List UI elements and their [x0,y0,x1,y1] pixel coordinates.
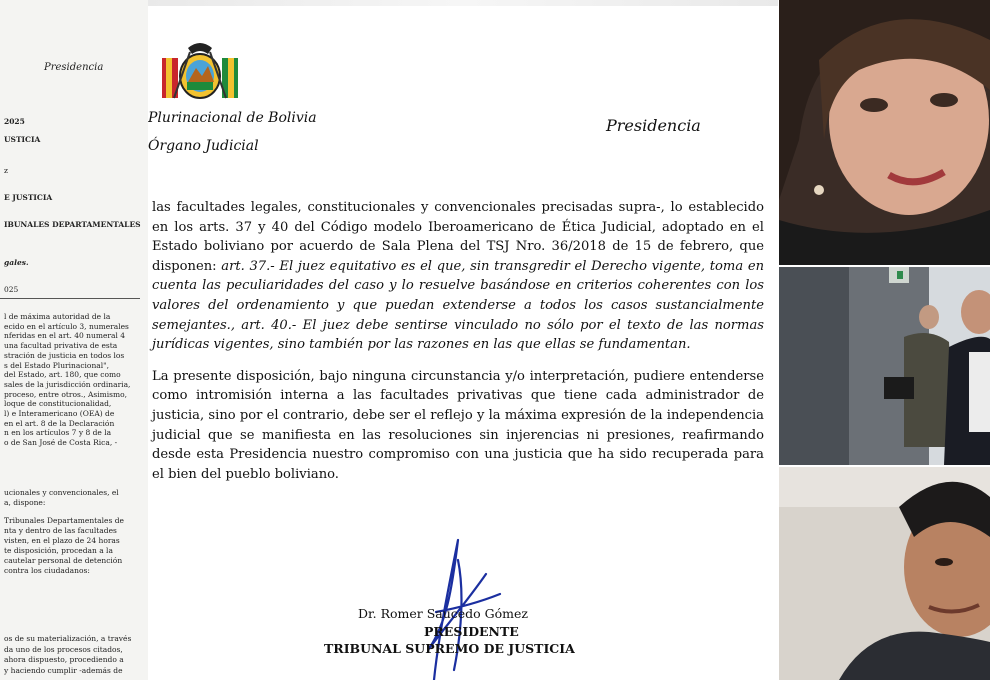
body-paragraph-1 [152,198,764,355]
letterhead-presidencia: Presidencia [606,116,701,135]
left-paragraph-line: una facultad privativa de esta [4,341,118,351]
bolivia-coat-of-arms-icon [160,38,240,104]
letterhead-state-name: Plurinacional de Bolivia [148,110,317,126]
paragraph-1-quote: art. 37.- El juez equitativo es el que, sin transgredir el Derecho vigente, toma en cuenta las peculiaridades del caso y lo resuelve basándose en criterios coherentes con los valores del ordenamiento y que puedan extenderse a todos los casos sustancialmente semejantes., art. 40.- El juez debe sentirse vinculado no sólo por el texto de las normas jurídicas vigentes, sino también por las razones en las que ellas se fundamentan. [152,258,764,353]
left-paragraph-line: s del Estado Plurinacional", [4,360,109,370]
left-paragraph-line: contra los ciudadanos: [4,566,90,575]
left-reference-line: gales. [4,258,29,267]
left-heading-line: USTICIA [4,135,41,144]
signatory-institution: TRIBUNAL SUPREMO DE JUSTICIA [324,641,575,656]
left-paragraph-line: del Estado, art. 180, que como [4,370,121,380]
left-paragraph-line: a, dispone: [4,498,46,507]
left-paragraph-line: ecido en el artículo 3, numerales [4,321,129,331]
signatory-name: Dr. Romer Saucedo Gómez [358,606,529,621]
woman-portrait-image [779,0,990,265]
signature-block [318,530,618,680]
left-paragraph-line: proceso, entre otros., Asimismo, [4,389,128,399]
left-paragraph-line: en el art. 8 de la Declaración [4,418,115,428]
body-paragraph-2: La presente disposición, bajo ninguna circunstancia y/o interpretación, pudiere entenderse como intromisión interna a las facultades privativas que tiene cada administrador de justicia, sino por el contrario, debe ser el reflejo y la máxima expresión de la independencia judicial que se manifiesta en las resoluciones sin injerencias ni presiones, reafirmando desde esta Presidencia nuestro compromiso con una justicia que ha sido recuperada para el bien del pueblo boliviano. [152,368,764,482]
left-paragraph-line: nferidas en el art. 40 numeral 4 [4,331,125,341]
left-paragraph-line: os de su materialización, a través [4,634,132,643]
photo-men-corridor [779,267,990,465]
left-heading-line: E JUSTICIA [4,193,53,202]
young-man-portrait-image [779,467,990,680]
signatory-title: PRESIDENTE [424,624,519,639]
left-addressee-line: z [4,166,8,175]
left-document-page [0,0,149,680]
scan-top-strip [148,0,778,6]
paragraph-1-text: las facultades legales, constitucionales y convencionales precisadas supra-, lo establecido en los arts. 37 y 40 del Código modelo Iberoamericano de Ética Judicial, adoptado en el Estado boliviano por acuerdo de Sala Plena del TSJ Nro. 36/2018 de 15 de febrero, que disponen: [152,200,764,274]
left-paragraph-line: ucionales y convencionales, el [4,488,119,497]
left-paragraph-line: y haciendo cumplir -además de [4,665,123,675]
main-document-page [148,0,778,680]
left-paragraph-line: cautelar personal de detención [4,556,123,565]
left-paragraph-line: stración de justicia en todos los [4,350,125,360]
document-body [152,198,764,496]
left-paragraph-line: l) e Interamericano (OEA) de [4,409,115,418]
left-paragraph-line: ahora dispuesto, procediendo a [4,655,124,664]
left-paragraph-line: Tribunales Departamentales de [4,516,124,525]
men-corridor-image [779,267,990,465]
left-paragraph-line: loque de constitucionalidad, [4,399,112,409]
left-paragraph-line: da uno de los procesos citados, [4,644,123,654]
left-paragraph-line: te disposición, procedan a la [4,546,113,555]
letterhead-organ-name: Órgano Judicial [148,138,259,154]
left-paragraph-line: visten, en el plazo de 24 horas [4,536,120,545]
photo-young-man [779,467,990,680]
left-paragraph-line: nta y dentro de las facultades [4,526,117,535]
left-paragraph-line: n en los artículos 7 y 8 de la [4,428,112,438]
photo-woman-portrait [779,0,990,265]
left-date-line: 025 [4,285,19,294]
photo-column [779,0,990,680]
left-date-line: 2025 [4,117,25,126]
left-paragraph-line: l de máxima autoridad de la [4,312,111,321]
left-heading-line: IBUNALES DEPARTAMENTALES [4,220,141,229]
letterhead-left [148,104,317,160]
left-divider [0,298,140,299]
handwritten-signature-icon [388,530,528,680]
left-presidencia-label: Presidencia [44,62,104,73]
left-paragraph-line: o de San José de Costa Rica, - [4,438,118,448]
left-paragraph-line: sales de la jurisdicción ordinaria, [4,379,131,389]
